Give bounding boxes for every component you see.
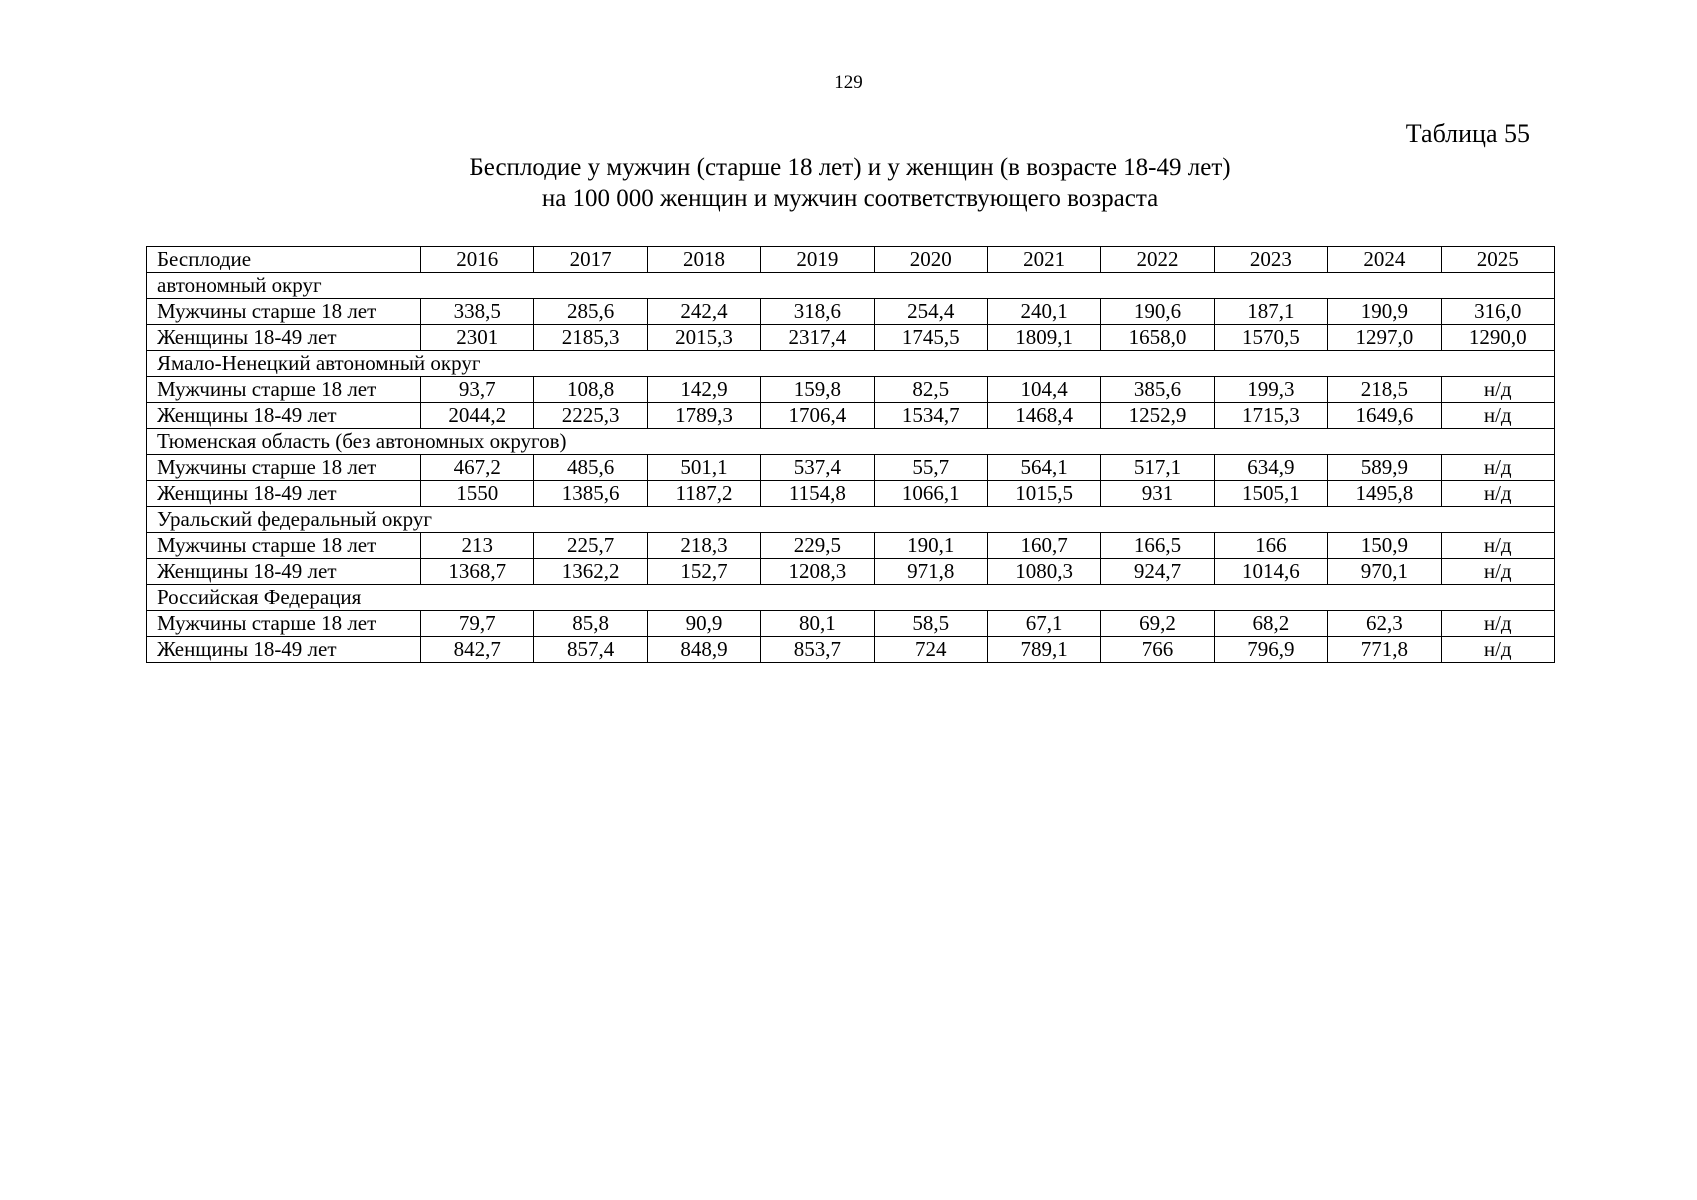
value-cell: 1658,0 — [1101, 325, 1214, 351]
value-cell: 318,6 — [761, 299, 874, 325]
value-cell: 2044,2 — [421, 403, 534, 429]
value-cell: 58,5 — [874, 611, 987, 637]
value-cell: 1505,1 — [1214, 481, 1327, 507]
value-cell: 970,1 — [1328, 559, 1441, 585]
value-cell: 254,4 — [874, 299, 987, 325]
value-cell: 338,5 — [421, 299, 534, 325]
header-year-cell: 2024 — [1328, 247, 1441, 273]
value-cell: 187,1 — [1214, 299, 1327, 325]
header-year-cell: 2020 — [874, 247, 987, 273]
value-cell: 634,9 — [1214, 455, 1327, 481]
value-cell: н/д — [1441, 611, 1554, 637]
row-label: Мужчины старше 18 лет — [147, 299, 421, 325]
value-cell: 1080,3 — [987, 559, 1100, 585]
value-cell: 229,5 — [761, 533, 874, 559]
value-cell: 285,6 — [534, 299, 647, 325]
value-cell: 80,1 — [761, 611, 874, 637]
region-name: Ямало-Ненецкий автономный округ — [147, 351, 1555, 377]
value-cell: 62,3 — [1328, 611, 1441, 637]
region-name: Уральский федеральный округ — [147, 507, 1555, 533]
value-cell: 485,6 — [534, 455, 647, 481]
table-row — [147, 377, 1555, 403]
value-cell: 104,4 — [987, 377, 1100, 403]
row-label: Женщины 18-49 лет — [147, 559, 421, 585]
value-cell: 931 — [1101, 481, 1214, 507]
header-year-cell: 2025 — [1441, 247, 1554, 273]
value-cell: 166,5 — [1101, 533, 1214, 559]
value-cell: н/д — [1441, 559, 1554, 585]
value-cell: 1534,7 — [874, 403, 987, 429]
region-row — [147, 273, 1555, 299]
value-cell: 1014,6 — [1214, 559, 1327, 585]
table-row — [147, 637, 1555, 663]
value-cell: 1015,5 — [987, 481, 1100, 507]
value-cell: 1187,2 — [647, 481, 760, 507]
title-line-1: Бесплодие у мужчин (старше 18 лет) и у женщин (в возрасте 18-49 лет) — [469, 154, 1231, 181]
value-cell: н/д — [1441, 403, 1554, 429]
value-cell: 190,9 — [1328, 299, 1441, 325]
header-year-cell: 2019 — [761, 247, 874, 273]
value-cell: 724 — [874, 637, 987, 663]
value-cell: 1297,0 — [1328, 325, 1441, 351]
value-cell: н/д — [1441, 533, 1554, 559]
value-cell: 2301 — [421, 325, 534, 351]
value-cell: 1362,2 — [534, 559, 647, 585]
value-cell: н/д — [1441, 377, 1554, 403]
header-year-cell: 2022 — [1101, 247, 1214, 273]
value-cell: 2185,3 — [534, 325, 647, 351]
value-cell: 90,9 — [647, 611, 760, 637]
value-cell: 517,1 — [1101, 455, 1214, 481]
value-cell: 564,1 — [987, 455, 1100, 481]
row-label: Женщины 18-49 лет — [147, 403, 421, 429]
value-cell: 218,3 — [647, 533, 760, 559]
region-row — [147, 351, 1555, 377]
value-cell: 1066,1 — [874, 481, 987, 507]
value-cell: 159,8 — [761, 377, 874, 403]
value-cell: 218,5 — [1328, 377, 1441, 403]
value-cell: 1789,3 — [647, 403, 760, 429]
table-label: Таблица 55 — [1405, 119, 1530, 148]
value-cell: 190,6 — [1101, 299, 1214, 325]
value-cell: 924,7 — [1101, 559, 1214, 585]
region-row — [147, 507, 1555, 533]
value-cell: 467,2 — [421, 455, 534, 481]
region-name: Российская Федерация — [147, 585, 1555, 611]
page-number: 129 — [834, 72, 863, 93]
title-line-2: на 100 000 женщин и мужчин соответствующего возраста — [541, 185, 1159, 212]
value-cell: н/д — [1441, 455, 1554, 481]
value-cell: 971,8 — [874, 559, 987, 585]
value-cell: 385,6 — [1101, 377, 1214, 403]
value-cell: 1745,5 — [874, 325, 987, 351]
value-cell: 190,1 — [874, 533, 987, 559]
value-cell: 501,1 — [647, 455, 760, 481]
value-cell: 2317,4 — [761, 325, 874, 351]
value-cell: 1495,8 — [1328, 481, 1441, 507]
value-cell: 85,8 — [534, 611, 647, 637]
value-cell: н/д — [1441, 637, 1554, 663]
region-name: автономный округ — [147, 273, 1555, 299]
value-cell: 108,8 — [534, 377, 647, 403]
value-cell: 2015,3 — [647, 325, 760, 351]
region-row — [147, 585, 1555, 611]
value-cell: 69,2 — [1101, 611, 1214, 637]
value-cell: 853,7 — [761, 637, 874, 663]
row-label: Женщины 18-49 лет — [147, 637, 421, 663]
table-row — [147, 559, 1555, 585]
value-cell: 1290,0 — [1441, 325, 1554, 351]
row-label: Женщины 18-49 лет — [147, 325, 421, 351]
value-cell: 160,7 — [987, 533, 1100, 559]
value-cell: 1809,1 — [987, 325, 1100, 351]
row-label: Женщины 18-49 лет — [147, 481, 421, 507]
value-cell: 789,1 — [987, 637, 1100, 663]
value-cell: 857,4 — [534, 637, 647, 663]
region-row — [147, 429, 1555, 455]
value-cell: 152,7 — [647, 559, 760, 585]
value-cell: 166 — [1214, 533, 1327, 559]
value-cell: 842,7 — [421, 637, 534, 663]
header-year-cell: 2016 — [421, 247, 534, 273]
value-cell: 93,7 — [421, 377, 534, 403]
header-year-cell: 2021 — [987, 247, 1100, 273]
value-cell: 68,2 — [1214, 611, 1327, 637]
table-row — [147, 533, 1555, 559]
value-cell: 1208,3 — [761, 559, 874, 585]
value-cell: 1649,6 — [1328, 403, 1441, 429]
table-row — [147, 299, 1555, 325]
value-cell: 1154,8 — [761, 481, 874, 507]
table-row — [147, 481, 1555, 507]
value-cell: 79,7 — [421, 611, 534, 637]
value-cell: 1468,4 — [987, 403, 1100, 429]
value-cell: 2225,3 — [534, 403, 647, 429]
value-cell: 1715,3 — [1214, 403, 1327, 429]
header-year-cell: 2023 — [1214, 247, 1327, 273]
value-cell: 82,5 — [874, 377, 987, 403]
row-label: Мужчины старше 18 лет — [147, 455, 421, 481]
value-cell: 225,7 — [534, 533, 647, 559]
value-cell: 213 — [421, 533, 534, 559]
value-cell: 242,4 — [647, 299, 760, 325]
value-cell: 589,9 — [1328, 455, 1441, 481]
table-row — [147, 403, 1555, 429]
value-cell: 1706,4 — [761, 403, 874, 429]
header-year-cell: 2017 — [534, 247, 647, 273]
header-year-cell: 2018 — [647, 247, 760, 273]
value-cell: 142,9 — [647, 377, 760, 403]
value-cell: 150,9 — [1328, 533, 1441, 559]
table-body — [147, 247, 1555, 663]
value-cell: 1252,9 — [1101, 403, 1214, 429]
header-label-cell: Бесплодие — [147, 247, 421, 273]
value-cell: 316,0 — [1441, 299, 1554, 325]
table-header-row — [147, 247, 1555, 273]
value-cell: 848,9 — [647, 637, 760, 663]
value-cell: 55,7 — [874, 455, 987, 481]
value-cell: н/д — [1441, 481, 1554, 507]
table-title — [146, 152, 1554, 214]
value-cell: 537,4 — [761, 455, 874, 481]
value-cell: 771,8 — [1328, 637, 1441, 663]
value-cell: 1385,6 — [534, 481, 647, 507]
value-cell: 1570,5 — [1214, 325, 1327, 351]
value-cell: 240,1 — [987, 299, 1100, 325]
region-name: Тюменская область (без автономных округов) — [147, 429, 1555, 455]
row-label: Мужчины старше 18 лет — [147, 533, 421, 559]
table-row — [147, 455, 1555, 481]
infertility-table — [146, 246, 1555, 663]
value-cell: 796,9 — [1214, 637, 1327, 663]
table-row — [147, 611, 1555, 637]
table-row — [147, 325, 1555, 351]
value-cell: 67,1 — [987, 611, 1100, 637]
value-cell: 199,3 — [1214, 377, 1327, 403]
value-cell: 1550 — [421, 481, 534, 507]
row-label: Мужчины старше 18 лет — [147, 377, 421, 403]
row-label: Мужчины старше 18 лет — [147, 611, 421, 637]
value-cell: 1368,7 — [421, 559, 534, 585]
value-cell: 766 — [1101, 637, 1214, 663]
